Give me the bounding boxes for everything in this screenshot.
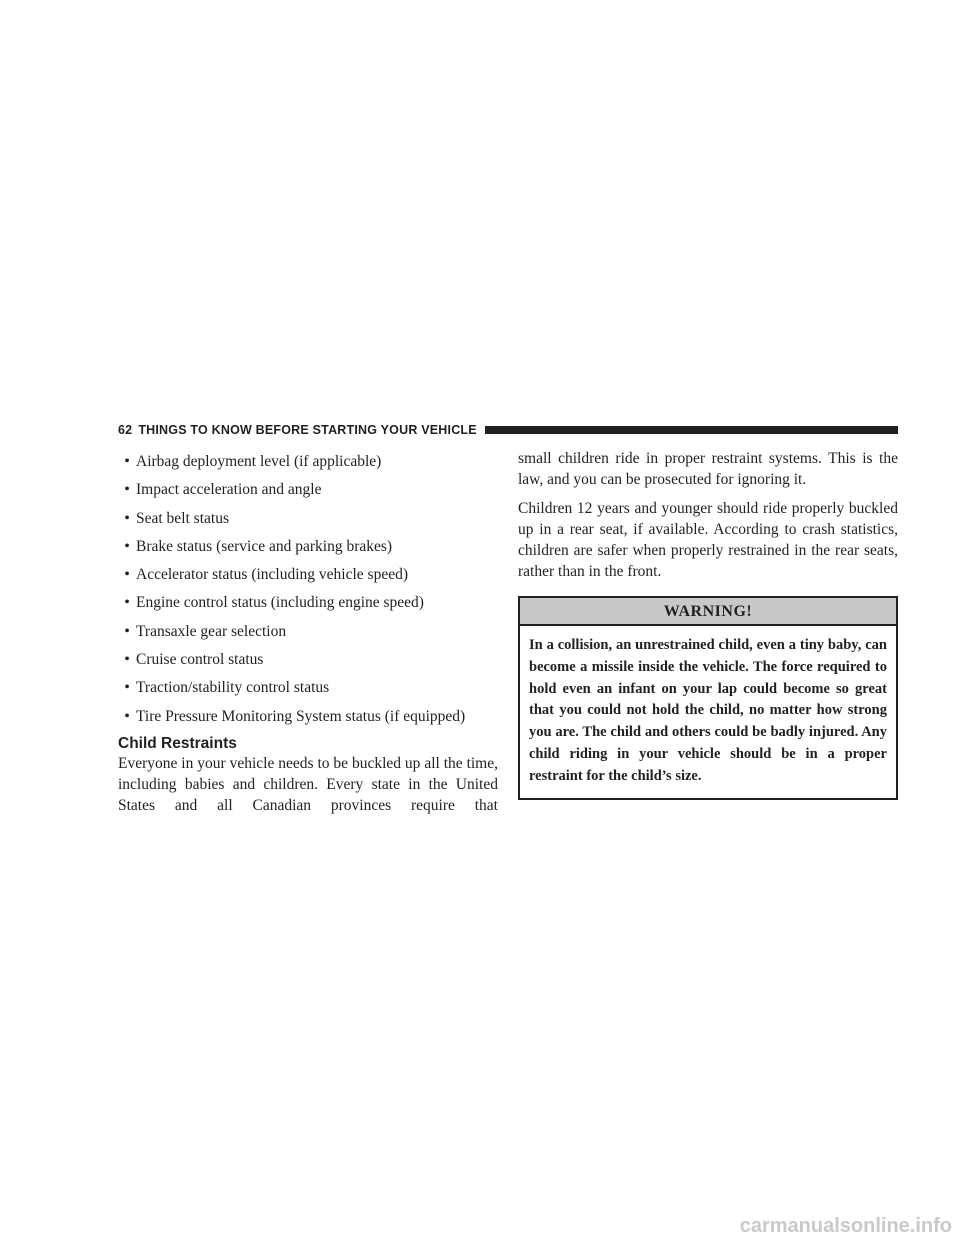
bullet-icon: • (124, 537, 130, 555)
warning-body: In a collision, an unrestrained child, even a tiny baby, can become a missile inside the vehicle. The force required to hold even an infant on your lap could become so great that you could not hold the child, no matter how strong you are. The child and others could be badly injured. Any child riding in your vehicle should be in a proper restraint for the child’s size. (529, 637, 887, 784)
warning-box (518, 596, 898, 800)
bullet-icon: • (124, 594, 130, 612)
page-number: 62 (118, 423, 133, 437)
bullet-icon: • (124, 509, 130, 527)
list-item (118, 589, 498, 617)
list-item-text: Traction/stability control status (136, 679, 330, 697)
list-item (118, 561, 498, 589)
list-item-text: Cruise control status (136, 651, 264, 669)
list-item (118, 533, 498, 561)
list-item-text: Engine control status (including engine speed) (136, 594, 424, 612)
list-item (118, 448, 498, 476)
list-item-text: Accelerator status (including vehicle speed) (136, 566, 408, 584)
bullet-icon: • (124, 622, 130, 640)
bullet-icon: • (124, 707, 130, 725)
section-title: THINGS TO KNOW BEFORE STARTING YOUR VEHICLE (138, 423, 477, 437)
watermark-link[interactable]: carmanualsonline.info (739, 1215, 952, 1237)
left-column (118, 448, 498, 824)
bullet-icon: • (124, 679, 130, 697)
list-item (118, 646, 498, 674)
list-item (118, 618, 498, 646)
restraint-law-paragraph: small children ride in proper restraint systems. This is the law, and you can be prosecuted for ignoring it. (518, 450, 898, 488)
warning-title: WARNING! (520, 598, 896, 626)
bullet-icon: • (124, 566, 130, 584)
bullet-list (118, 448, 498, 731)
list-item-text: Transaxle gear selection (136, 622, 287, 640)
right-column (518, 448, 898, 800)
list-item-text: Tire Pressure Monitoring System status (if equipped) (136, 707, 466, 725)
list-item-text: Airbag deployment level (if applicable) (136, 453, 382, 470)
list-item-text: Seat belt status (136, 509, 229, 527)
list-item (118, 674, 498, 702)
list-item (118, 703, 498, 731)
header-rule (485, 426, 898, 434)
page-header (118, 422, 898, 438)
child-restraints-heading: Child Restraints (118, 734, 237, 752)
bullet-icon: • (124, 453, 130, 470)
list-item (118, 476, 498, 504)
list-item-text: Impact acceleration and angle (136, 481, 322, 499)
bullet-icon: • (124, 481, 130, 499)
list-item-text: Brake status (service and parking brakes) (136, 537, 393, 555)
child-restraints-paragraph: Everyone in your vehicle needs to be buckled up all the time, including babies and children. Every state in the United States and all Canadian provinces require that (118, 754, 498, 814)
bullet-icon: • (124, 651, 130, 669)
list-item (118, 505, 498, 533)
rear-seat-paragraph: Children 12 years and younger should ride properly buckled up in a rear seat, if available. According to crash statistics, children are safer when properly restrained in the rear seats, rather than in the front. (518, 500, 898, 580)
